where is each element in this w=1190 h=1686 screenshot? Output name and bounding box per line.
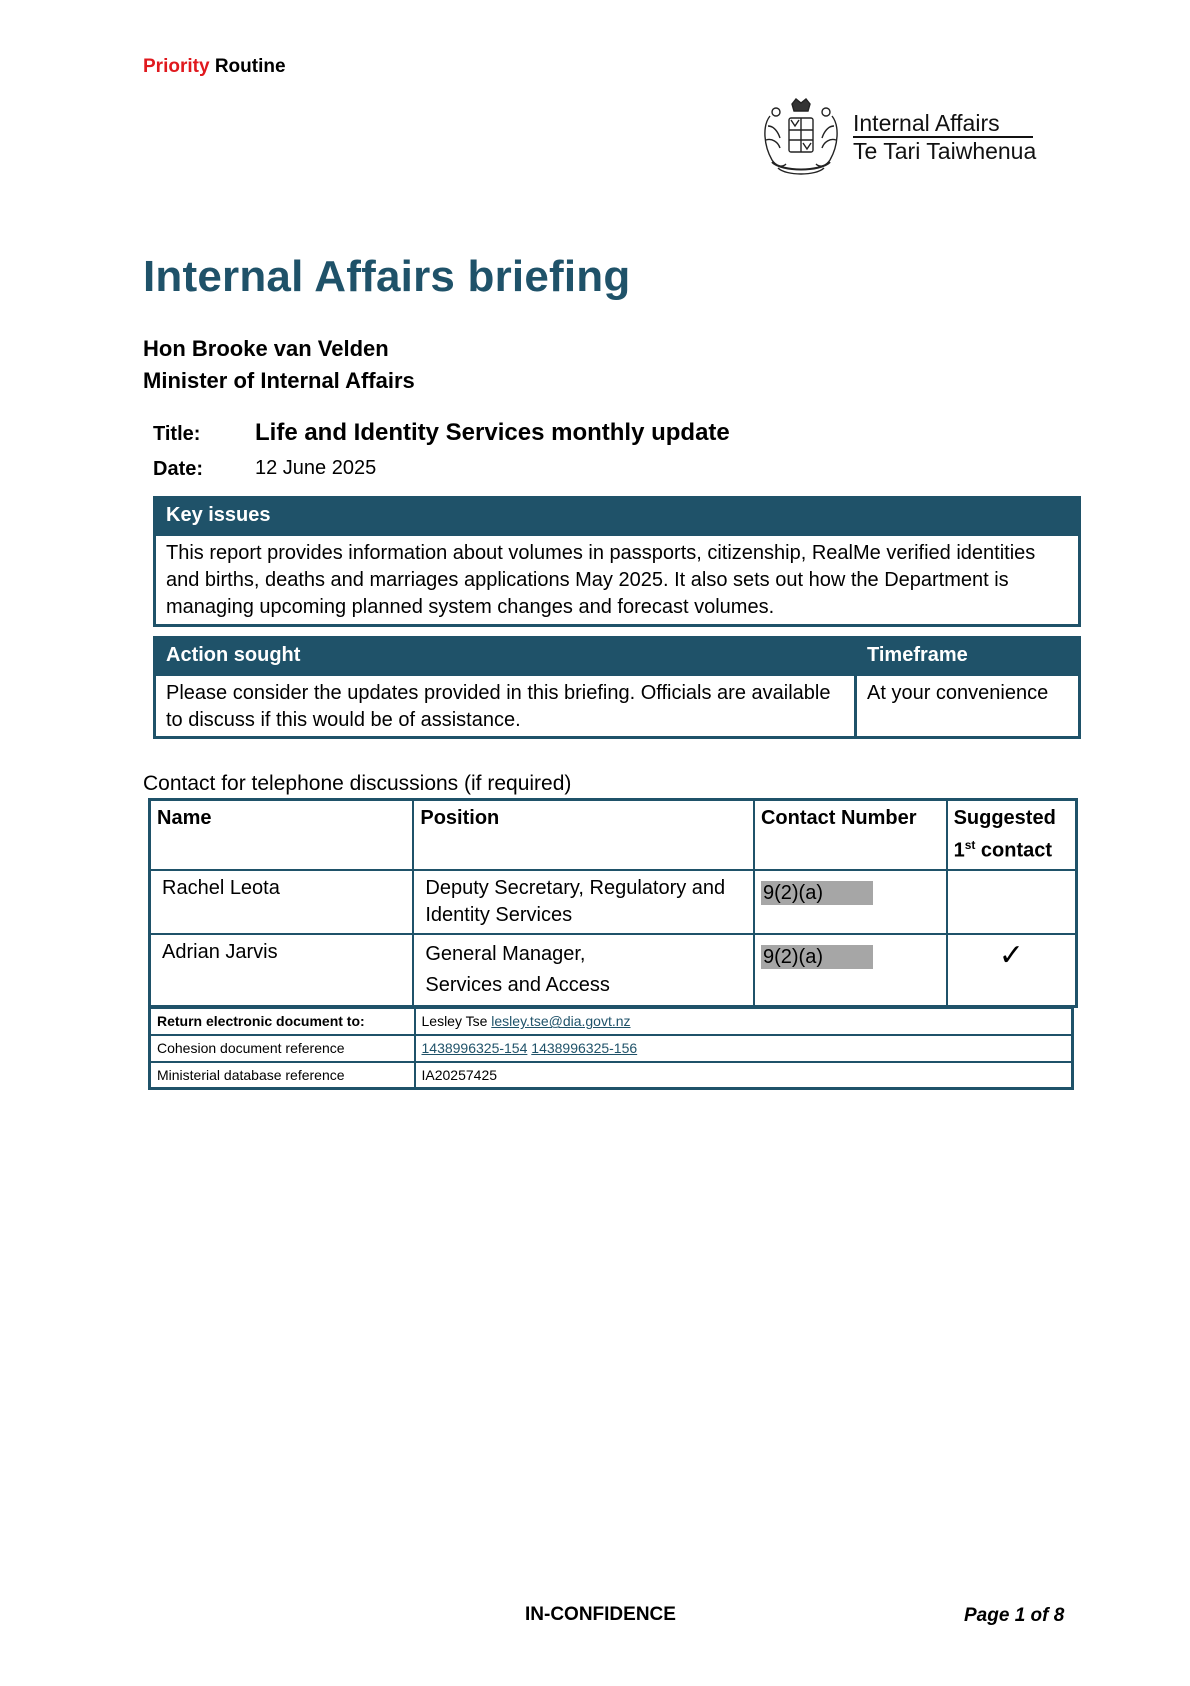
addressee-name: Hon Brooke van Velden [143, 336, 389, 361]
dia-logo [758, 96, 1038, 180]
cohesion-ref-link-1[interactable]: 1438996325-154 [421, 1040, 528, 1056]
column-header-suggested-contact [947, 800, 1077, 870]
table-row [150, 870, 1077, 934]
org-name-english: Internal Affairs [853, 110, 1000, 136]
priority-line [143, 56, 286, 78]
action-sought-panel [153, 636, 1081, 739]
contact-position-line1: General Manager, [425, 942, 586, 965]
checkmark-icon: ✓ [998, 938, 1024, 972]
contacts-caption: Contact for telephone discussions (if required) [143, 772, 572, 795]
briefing-date: 12 June 2025 [255, 457, 377, 479]
addressee-role: Minister of Internal Affairs [143, 368, 415, 393]
contact-position-line2: Services and Access [425, 973, 610, 996]
column-header-name: Name [150, 800, 414, 870]
return-cell [415, 1008, 1073, 1035]
first-contact-cell [947, 870, 1077, 934]
page-title: Internal Affairs briefing [143, 252, 631, 301]
column-header-contact-number: Contact Number [754, 800, 947, 870]
action-sought-heading: Action sought [156, 639, 854, 676]
contact-position: Deputy Secretary, Regulatory and Identity Services [413, 870, 754, 934]
suggested-ordinal: 1 [953, 839, 965, 862]
table-row [150, 934, 1077, 1007]
key-issues-text: This report provides information about volumes in passports, citizenship, RealMe verified identities and births, deaths and marriages applications May 2025. It also sets out how the Department is managing upcoming planned system changes and forecast volumes. [166, 542, 1036, 618]
table-row [150, 1008, 1073, 1035]
references-table [148, 1006, 1074, 1090]
return-email-link[interactable]: lesley.tse@dia.govt.nz [491, 1013, 631, 1030]
key-issues-panel [153, 496, 1081, 627]
action-sought-text: Please consider the updates provided in this briefing. Officials are available to discuss if this would be of assistance. [166, 682, 831, 731]
suggested-contact-word: contact [975, 839, 1053, 862]
return-label: Return electronic document to: [150, 1008, 415, 1035]
contact-name: Rachel Leota [150, 870, 414, 934]
suggested-ordinal-suffix: st [964, 838, 976, 852]
priority-label: Priority [143, 56, 210, 77]
column-header-position: Position [413, 800, 754, 870]
table-header-row [150, 800, 1077, 870]
redacted-number: 9(2)(a) [761, 881, 873, 905]
timeframe-text: At your convenience [867, 682, 1049, 704]
classification-label: IN-CONFIDENCE [525, 1604, 676, 1625]
briefing-title: Life and Identity Services monthly update [255, 419, 730, 446]
page-number: Page 1 of 8 [964, 1605, 1065, 1626]
cohesion-ref-link-2[interactable]: 1438996325-156 [531, 1040, 638, 1056]
ministerial-label: Ministerial database reference [150, 1062, 415, 1089]
key-issues-heading: Key issues [156, 499, 1078, 536]
cohesion-label: Cohesion document reference [150, 1035, 415, 1062]
contact-name: Adrian Jarvis [150, 934, 414, 1007]
org-name-maori: Te Tari Taiwhenua [853, 138, 1037, 164]
cohesion-cell [415, 1035, 1073, 1062]
ministerial-value: IA20257425 [415, 1062, 1073, 1089]
table-row [150, 1035, 1073, 1062]
suggested-label: Suggested [953, 807, 1056, 829]
timeframe-column [857, 639, 1078, 736]
action-sought-column [156, 639, 857, 736]
nz-coat-of-arms-icon [758, 96, 844, 180]
contacts-table [148, 798, 1078, 1008]
priority-value: Routine [214, 56, 286, 77]
redacted-number: 9(2)(a) [761, 945, 873, 969]
return-name: Lesley Tse [421, 1013, 492, 1030]
table-row [150, 1062, 1073, 1089]
title-label: Title: [153, 423, 201, 445]
date-label: Date: [153, 458, 204, 480]
timeframe-heading: Timeframe [857, 639, 1078, 676]
